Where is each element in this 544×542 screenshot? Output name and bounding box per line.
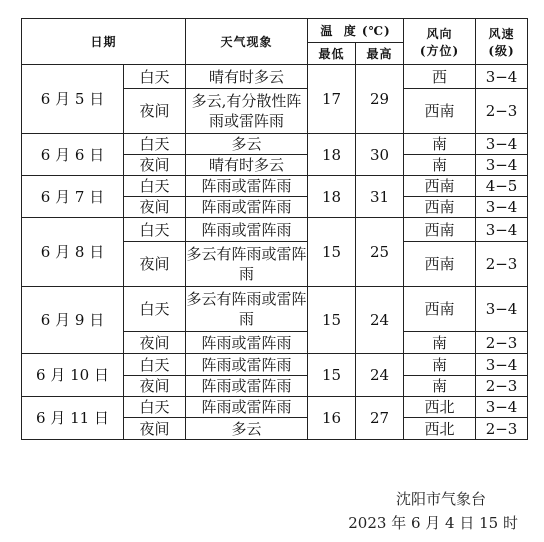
weather-cell: 阵雨或雷阵雨 (186, 354, 308, 376)
wind-direction-cell: 西 (404, 65, 476, 89)
header-temp-max: 最高 (356, 43, 404, 65)
wind-direction-cell: 西南 (404, 176, 476, 197)
weather-cell: 晴有时多云 (186, 155, 308, 176)
temp-max-cell: 24 (356, 287, 404, 354)
temp-min-cell: 16 (308, 397, 356, 440)
header-wind-direction (404, 19, 476, 65)
temp-max-cell: 31 (356, 176, 404, 218)
header-wind-direction-label: 风向 (426, 26, 453, 41)
period-cell: 白天 (124, 354, 186, 376)
date-cell: 6 月 6 日 (22, 134, 124, 176)
period-cell: 白天 (124, 134, 186, 155)
temp-min-cell: 17 (308, 65, 356, 134)
header-weather: 天气现象 (186, 19, 308, 65)
footer-issue-time: 2023 年 6 月 4 日 15 时 (348, 514, 518, 532)
header-date: 日期 (22, 19, 186, 65)
forecast-row-day (22, 397, 528, 418)
wind-speed-cell: 3−4 (476, 65, 528, 89)
temp-min-cell: 18 (308, 134, 356, 176)
period-cell: 夜间 (124, 418, 186, 440)
wind-direction-cell: 西南 (404, 89, 476, 134)
wind-direction-cell: 西南 (404, 218, 476, 242)
date-cell: 6 月 11 日 (22, 397, 124, 440)
temp-max-cell: 25 (356, 218, 404, 287)
header-wind-speed-label: 风速 (488, 26, 515, 41)
wind-direction-cell: 南 (404, 332, 476, 354)
date-cell: 6 月 7 日 (22, 176, 124, 218)
wind-speed-cell: 3−4 (476, 134, 528, 155)
wind-direction-cell: 南 (404, 354, 476, 376)
wind-speed-cell: 2−3 (476, 242, 528, 287)
period-cell: 夜间 (124, 89, 186, 134)
weather-cell: 阵雨或雷阵雨 (186, 218, 308, 242)
wind-speed-cell: 3−4 (476, 287, 528, 332)
weather-cell: 阵雨或雷阵雨 (186, 176, 308, 197)
wind-direction-cell: 西南 (404, 197, 476, 218)
weather-cell: 阵雨或雷阵雨 (186, 397, 308, 418)
period-cell: 白天 (124, 397, 186, 418)
period-cell: 夜间 (124, 376, 186, 397)
date-cell: 6 月 10 日 (22, 354, 124, 397)
date-cell: 6 月 9 日 (22, 287, 124, 354)
wind-speed-cell: 2−3 (476, 418, 528, 440)
wind-speed-cell: 2−3 (476, 332, 528, 354)
date-cell: 6 月 5 日 (22, 65, 124, 134)
period-cell: 夜间 (124, 197, 186, 218)
weather-cell: 多云有阵雨或雷阵雨 (186, 287, 308, 332)
wind-speed-cell: 4−5 (476, 176, 528, 197)
wind-speed-cell: 3−4 (476, 354, 528, 376)
forecast-table (21, 18, 528, 440)
wind-speed-cell: 3−4 (476, 155, 528, 176)
wind-direction-cell: 西南 (404, 242, 476, 287)
wind-speed-cell: 3−4 (476, 397, 528, 418)
weather-cell: 多云 (186, 418, 308, 440)
header-wind-direction-sub: (方位) (419, 43, 460, 58)
period-cell: 白天 (124, 176, 186, 197)
forecast-row-day (22, 354, 528, 376)
wind-direction-cell: 南 (404, 134, 476, 155)
date-cell: 6 月 8 日 (22, 218, 124, 287)
wind-direction-cell: 西北 (404, 397, 476, 418)
weather-cell: 晴有时多云 (186, 65, 308, 89)
period-cell: 白天 (124, 65, 186, 89)
weather-cell: 阵雨或雷阵雨 (186, 197, 308, 218)
temp-max-cell: 30 (356, 134, 404, 176)
forecast-row-day (22, 65, 528, 89)
weather-cell: 多云,有分散性阵雨或雷阵雨 (186, 89, 308, 134)
wind-direction-cell: 南 (404, 155, 476, 176)
temp-max-cell: 24 (356, 354, 404, 397)
wind-direction-cell: 西北 (404, 418, 476, 440)
forecast-row-day (22, 134, 528, 155)
footer-organization: 沈阳市气象台 (395, 490, 486, 508)
wind-direction-cell: 西南 (404, 287, 476, 332)
wind-speed-cell: 3−4 (476, 218, 528, 242)
period-cell: 夜间 (124, 332, 186, 354)
header-wind-speed-sub: (级) (488, 43, 515, 58)
temp-min-cell: 15 (308, 218, 356, 287)
header-temperature: 温 度 (℃) (308, 19, 404, 43)
period-cell: 白天 (124, 218, 186, 242)
temp-min-cell: 15 (308, 354, 356, 397)
period-cell: 白天 (124, 287, 186, 332)
temp-min-cell: 15 (308, 287, 356, 354)
header-wind-speed (476, 19, 528, 65)
weather-cell: 多云有阵雨或雷阵雨 (186, 242, 308, 287)
weather-cell: 阵雨或雷阵雨 (186, 332, 308, 354)
temp-max-cell: 27 (356, 397, 404, 440)
forecast-row-day (22, 176, 528, 197)
temp-min-cell: 18 (308, 176, 356, 218)
wind-direction-cell: 南 (404, 376, 476, 397)
period-cell: 夜间 (124, 242, 186, 287)
weather-cell: 阵雨或雷阵雨 (186, 376, 308, 397)
header-temp-min: 最低 (308, 43, 356, 65)
forecast-row-day (22, 218, 528, 242)
wind-speed-cell: 3−4 (476, 197, 528, 218)
period-cell: 夜间 (124, 155, 186, 176)
forecast-row-day (22, 287, 528, 332)
wind-speed-cell: 2−3 (476, 89, 528, 134)
wind-speed-cell: 2−3 (476, 376, 528, 397)
temp-max-cell: 29 (356, 65, 404, 134)
weather-cell: 多云 (186, 134, 308, 155)
